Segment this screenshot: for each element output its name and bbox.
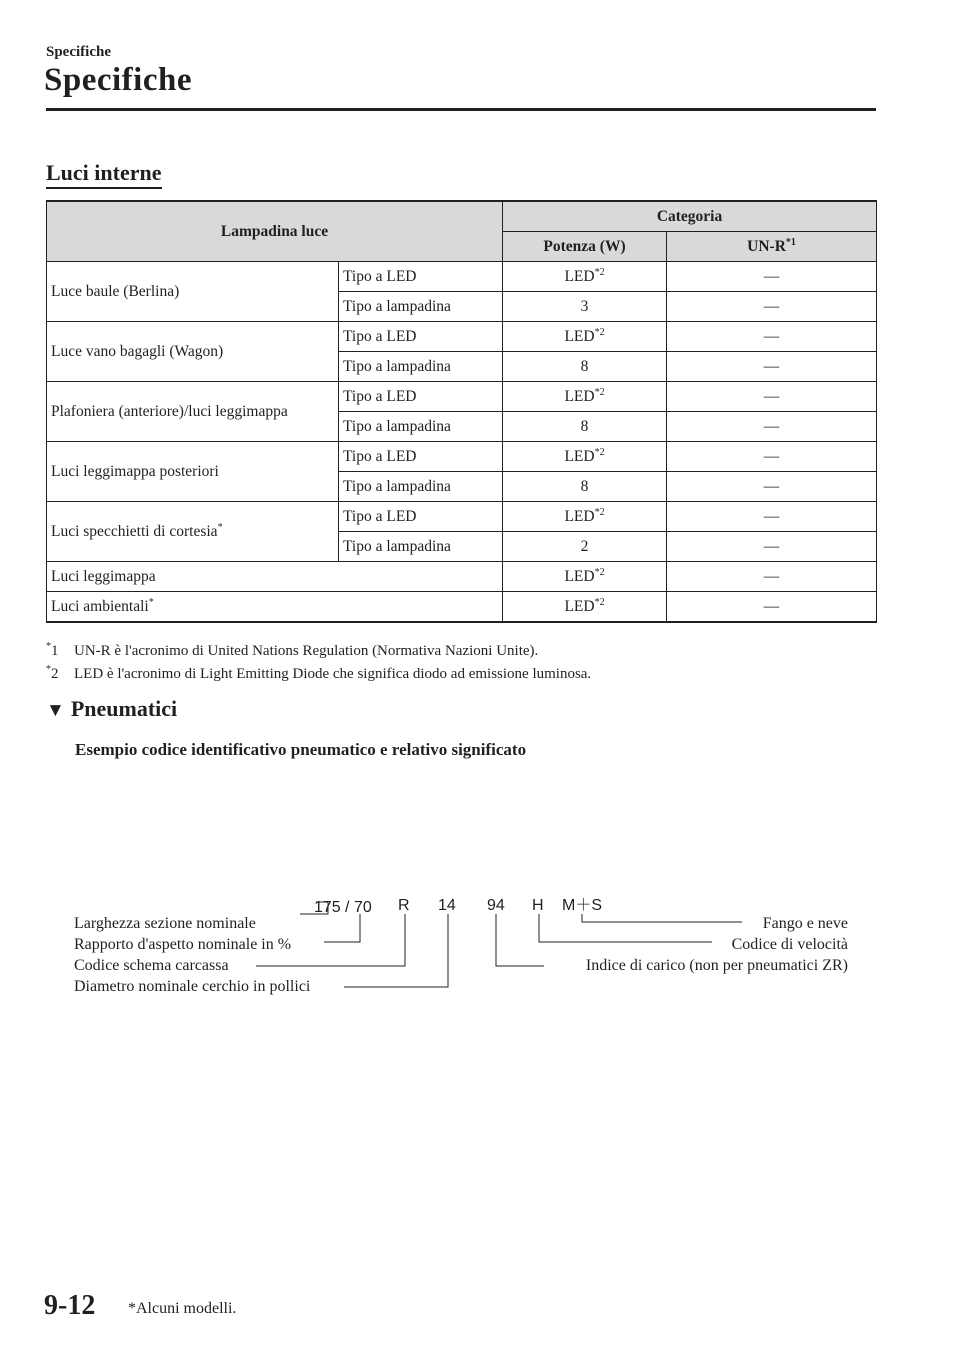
row-ecec: —	[667, 412, 877, 442]
label-rim: Diametro nominale cerchio in pollici	[74, 978, 311, 995]
row-led-type: Tipo a LED	[339, 322, 503, 352]
title-rule	[46, 108, 876, 111]
row-ecec: —	[667, 292, 877, 322]
col-bulb-header: Lampadina luce	[47, 201, 503, 262]
row-ecec: —	[667, 472, 877, 502]
row-led-type: Tipo a LED	[339, 262, 503, 292]
tires-heading: ▼ Pneumatici	[46, 696, 178, 721]
row-item: Luci ambientali*	[47, 592, 503, 623]
section-title: Luci interne	[46, 160, 162, 189]
row-ecec: —	[667, 562, 877, 592]
row-bulb-power: 8	[503, 412, 667, 442]
tire-code-diagram	[0, 880, 960, 1010]
row-bulb-type: Tipo a lampadina	[339, 352, 503, 382]
table-row	[47, 502, 877, 532]
code-load: 94	[487, 897, 505, 914]
row-bulb-power: 8	[503, 472, 667, 502]
table-header-row	[47, 201, 877, 232]
table-row	[47, 442, 877, 472]
row-item: Luci leggimappa posteriori	[47, 442, 339, 502]
row-bulb-type: Tipo a lampadina	[339, 412, 503, 442]
tires-caption: Esempio codice identificativo pneumatico e relativo significato	[75, 740, 527, 759]
row-ecec: —	[667, 532, 877, 562]
row-item: Luce vano bagagli (Wagon)	[47, 322, 339, 382]
code-rim: 14	[438, 897, 456, 914]
row-item: Luci leggimappa	[47, 562, 503, 592]
row-led-type: Tipo a LED	[339, 442, 503, 472]
row-ecec: —	[667, 442, 877, 472]
row-bulb-type: Tipo a lampadina	[339, 292, 503, 322]
code-ms: M＋S	[562, 897, 603, 914]
interior-lights-table	[46, 200, 877, 623]
table-notes	[46, 640, 591, 686]
code-speed: H	[532, 897, 544, 914]
code-width: 175	[314, 899, 341, 916]
note-2: *2 LED è l'acronimo di Light Emitting Diode che significa diodo ad emissione luminosa.	[46, 664, 592, 682]
footer-note: *Alcuni modelli.	[128, 1300, 237, 1317]
code-ratio: 70	[354, 899, 372, 916]
row-led-power: LED$^{*2}$	[503, 262, 667, 292]
code-slash: /	[345, 899, 350, 916]
row-led-type: Tipo a LED	[339, 382, 503, 412]
row-led-power: LED$^{*2}$	[503, 322, 667, 352]
row-ecec: —	[667, 352, 877, 382]
row-led-power: LED$^{*2}$	[503, 562, 667, 592]
row-bulb-power: 3	[503, 292, 667, 322]
label-construction: Codice schema carcassa	[74, 957, 229, 974]
triangle-down-icon: ▼	[46, 700, 65, 721]
row-ecec: —	[667, 382, 877, 412]
row-ecec: —	[667, 262, 877, 292]
row-led-type: Tipo a LED	[339, 502, 503, 532]
page-title: Specifiche	[44, 62, 192, 98]
col-power-header: Potenza (W)	[503, 232, 667, 262]
table-row	[47, 592, 877, 623]
row-bulb-type: Tipo a lampadina	[339, 472, 503, 502]
table-row	[47, 382, 877, 412]
row-ecec: —	[667, 322, 877, 352]
table-row	[47, 262, 877, 292]
col-ecec-header: $UN-R^{*1}$	[667, 232, 877, 262]
label-load: Indice di carico (non per pneumatici ZR)	[585, 957, 848, 974]
table-row	[47, 562, 877, 592]
row-item: Plafoniera (anteriore)/luci leggimappa	[47, 382, 339, 442]
row-led-power: LED$^{*2}$	[503, 502, 667, 532]
row-item: Luci specchietti di cortesia*	[47, 502, 339, 562]
label-ms: Fango e neve	[762, 915, 848, 932]
row-bulb-type: Tipo a lampadina	[339, 532, 503, 562]
note-1: *1 UN-R è l'acronimo di United Nations Regulation (Normativa Nazioni Unite).	[46, 641, 539, 659]
page-number: 9-12	[44, 1290, 96, 1321]
row-ecec: —	[667, 592, 877, 623]
running-title: Specifiche	[46, 44, 111, 60]
label-width: Larghezza sezione nominale	[74, 915, 256, 932]
row-led-power: LED$^{*2}$	[503, 382, 667, 412]
table-row	[47, 322, 877, 352]
row-led-power: LED$^{*2}$	[503, 442, 667, 472]
row-led-power: LED$^{*2}$	[503, 592, 667, 623]
row-item: Luce baule (Berlina)	[47, 262, 339, 322]
code-construction: R	[398, 897, 410, 914]
row-bulb-power: 2	[503, 532, 667, 562]
label-speed: Codice di velocità	[731, 936, 848, 953]
row-ecec: —	[667, 502, 877, 532]
row-bulb-power: 8	[503, 352, 667, 382]
col-category-header: Categoria	[503, 201, 877, 232]
label-ratio: Rapporto d'aspetto nominale in %	[74, 936, 292, 953]
